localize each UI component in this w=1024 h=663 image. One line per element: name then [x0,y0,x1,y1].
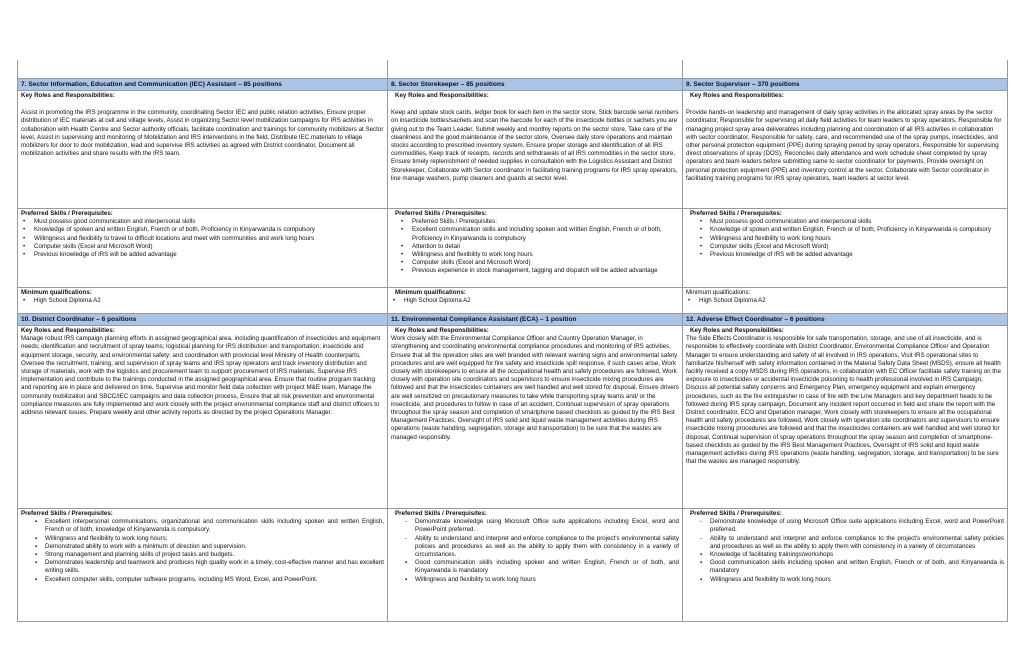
job-table [17,60,1008,622]
list-item: • High School Diploma A2 [23,297,101,305]
skills-cell [683,209,1008,288]
table-header-row [18,314,1008,326]
skills-label: Preferred Skills / Prerequisites: [21,510,113,517]
list-item: • Willingness and flexibility to work long hours [401,251,533,259]
roles-label: Key Roles and Responsibilities: [395,92,489,99]
skills-cell [683,509,1008,622]
skills-list [686,518,1004,584]
list-item: - Demonstrate knowledge using Microsoft Office suite applications including Excel, word and PowerPoint preferred. [405,518,679,534]
skills-label: Preferred Skills / Prerequisites: [690,510,782,517]
min-qualifications-list [686,297,1004,305]
list-item: ▪ Willingness and flexibility to work long hours; [35,534,168,542]
skills-cell [18,509,388,622]
list-item: - Ability to understand and interpret and enforce compliance to the project's environmental safety policies and procedures as well as the ability to apply them with consistency in a variety of circumstances. [405,534,679,559]
skills-list [391,518,679,584]
list-item: • Previous knowledge of IRS will be added advantage [23,251,177,259]
min-qualifications-cell [388,288,683,314]
roles-label: Key Roles and Responsibilities: [690,327,784,334]
roles-cell [388,91,683,209]
skills-label: Preferred Skills / Prerequisites: [690,210,782,217]
skills-cell [18,209,388,288]
list-item: • Computer skills (Excel and Microsoft Word) [401,259,531,267]
min-qualifications-cell [683,288,1008,314]
min-qualifications-list [391,297,679,305]
roles-text: Keep and update stock cards, ledger book for each item in the sector store, Stick barcode serial numbers on insecticide bottles/sachets and scan the barcode for each of the insecticide bottles or sachets you are giving out to the Team Leader, Submit weekly and monthly reports on the sector store, Take care of the cleanliness and the good maintenance of the sector store, Oversee daily store operations and maintain stocks according to prescribed inventory system, Ensure proper storage and identification of all IRS commodities, Keep track of receipts, records and withdrawals of all IRS commodities in the sector store, Ensure timely replenishment of needed supplies in consultation with the Logistics Assistant and District Storekeeper, Collaborate with Sector coordinator in facilitating training programs for IRS spray operators, line manage washers, pump cleaners and guards at sector level. [391,109,679,182]
list-item: ▪ Willingness and flexibility to work long hours [700,575,831,583]
list-item: • Previous experience in stock management, tagging and dispatch will be added advantage [401,267,658,275]
skills-label: Preferred Skills / Prerequisites: [21,210,113,217]
skills-cell [388,209,683,288]
job-descriptions-page [17,60,1007,622]
skills-cell [388,509,683,622]
position-title: 11. Environmental Compliance Assistant (ECA) – 1 position [388,314,683,326]
skills-row [18,509,1008,622]
list-item: ▪ Demonstrates leadership and teamwork and produces high quality work in a timely, cost-effective manner and has excellent writing skills. [35,559,384,575]
roles-text: The Side Effects Coordinator is responsible for safe transportation, storage, and use of all insecticide, and is responsible to effectively coordinate with District Coordinator, Environmental Compliance Officer and Operation Manager to ensure understanding and safety of all involved in IRS operations, Visit IRS operational sites to familiarize his/herself with safety information contained in the Material Safety Data Sheet (MSDS), ensure all health facility received a copy MSDS during IRS operations, in collaboration with EC Officer facilitate safety training on the exposure to insecticides or accidental insecticide poisoning to health professional involved in IRS Campaign, Discuss all potential safety concerns and Emergency Plan, emergency equipment and explain emergency procedures, such as the fire extinguisher in case of fire with the Line Managers and key department heads to be followed during IRS spray campaign, Document any incident report occurred in field and share the report with the District coordinator, ECO and Operation manager, Work closely with storekeepers to ensure all the occupational health and safety procedures are followed, Work closely with operation site coordinators and supervisors to ensure insecticide mixing procedures are followed and that the insecticides containers are well handled and well stored for disposal, Continual supervision of spray operations throughout the spray season and completion of smartphone-based checklists as guided by the IRS Best Management Practices, Oversight of IRS solid and liquid waste management activities during IRS operations (waste handling, segregation, storage, and transportation) to be sure that the wastes are managed responsibly. [686,335,1001,466]
roles-cell [18,91,388,209]
list-item: • Preferred Skills / Prerequisites: [401,218,497,226]
list-item: • Attention to detail [401,242,460,250]
position-title: 9. Sector Supervisor – 370 positions [683,79,1008,91]
list-item: • Computer skills (Excel and Microsoft Word) [23,242,153,250]
list-item: • Willingness and flexibility to work long hours [700,234,831,242]
roles-cell [388,326,683,509]
list-item: ▪ Strong management and planning skills of project tasks and budgets. [35,551,235,559]
table-top-spacer-row [18,60,1008,79]
list-item: - Ability to understand and interpret and enforce compliance to the project's environmental safety policies and procedures as well as the ability to apply them with consistency in a variety of circumstances [700,534,1004,550]
skills-list [21,218,384,259]
table-header-row [18,79,1008,91]
skills-label: Preferred Skills / Prerequisites: [395,210,487,217]
roles-row [18,326,1008,509]
list-item: ▪ Good communication skills including spoken and written English, French or of both, and Kinyarwanda is mandatory [700,559,1004,575]
list-item: ▪ Good communication skills including spoken and written English, French or of both, and Kinyarwanda is mandatory [405,559,679,575]
list-item: - Demonstrate knowledge of using Microsoft Office suite applications including Excel, word and PowerPoint preferred. [700,518,1004,534]
list-item: ▪ Excellent computer skills, computer software programs, including MS Word, Excel, and PowerPoint. [35,575,318,583]
list-item: ▪ Knowledge of facilitating trainings/workshops [700,551,834,559]
roles-text: Assist in promoting the IRS programme in the community, coordinating Sector IEC and public relation activities, Ensure proper distribution of IEC materials at cell and village levels, Assist in organizing Sector level mobilization campaigns for IRS activities in collaboration with Health Centre and Sector authority officials, facilitate coordination and trainings for community mobilizers at Sector level, Assist in supervising and monitoring of Mobilization and IRS interventions in the field, Distribute IEC materials to village mobilizers for door to door mobilization, lead and supervise IRS activities as agreed with District coordinator, Document all mobilization activities and share results with the IRS team. [21,109,384,158]
list-item: • Knowledge of spoken and written English, French or of both, Proficiency in Kinyarwanda is compulsory [23,226,315,234]
roles-cell [18,326,388,509]
skills-list [391,218,679,275]
skills-list [21,518,384,584]
roles-text: Work closely with the Environmental Compliance Officer and Country Operation Manager, in strengthening and coordinating environmental compliance procedures and monitoring of IRS activities, Ensure that all the operation sites are well branded with relevant warning signs and environmental safety procedures and are well equipped for fire safety and insecticide spill response, if such cases arise, Work closely with storekeepers to ensure all the occupational health and safety procedures are followed, Work closely with operation site coordinators and supervisors to ensure insecticide mixing procedures are followed and that the insecticides containers are well handled and well stored for disposal, Ensure drivers are well sensitized on precautionary measures to take while transporting spray teams and/ or the insecticide, and procedures to follow in case of an accident, Continual supervision of spray operations throughout the spray season and completion of smartphone based checklists as guided by the IRS Best Management Practices, Oversight of IRS solid and liquid waste management activities during IRS operations (waste handling, segregation, storage and transportation) to be sure that the wastes are managed responsibly. [391,335,679,441]
position-title: 10. District Coordinator – 6 positions [18,314,388,326]
position-title: 12. Adverse Effect Coordinator – 6 positions [683,314,1008,326]
min-qualifications-label: Minimum qualifications: [21,289,92,296]
min-qualifications-label: Minimum qualifications: [686,289,751,296]
min-qualifications-list [21,297,384,305]
position-title: 8. Sector Storekeeper – 85 positions [388,79,683,91]
skills-list [686,218,1004,259]
min-qualifications-label: Minimum qualifications: [395,289,466,296]
skills-row [18,209,1008,288]
list-item: • Previous knowledge of IRS will be added advantage [700,251,853,259]
roles-text: Manage robust IRS campaign planning efforts in assigned geographical area, including quantification of insecticides and equipment needs; identification and recruitment of spray teams; logistical planning for IRS distribution and transportation; insecticide and equipment storage, security, and environmental safety; and coordination with provincial level Ministry of Health counterparts, Oversee the recruitment, training, and supervision of spray teams and IRS spray operators and track inventory distribution and storage of materials, work with the logistics and procurement team to support procurement of IRS materials, Supervise IRS implementation and contribute to the trainings conducted in the assigned geographical area. Ensure that routine program tracking and reporting are in place and delivered on time, Supervise and monitor field data collection with project M&E team, Manage the community mobilization and SBCC/IEC campaigns and data collection process, Ensure that all risk prevention and environmental compliance measures are fully implemented and work closely with the project environmental compliance staff and district officers to address relevant issues, Prepare weekly and other activity reports as directed by the project Operations Manager. [21,335,381,417]
list-item: • Excellent communication skills and including spoken and written English, French or of both, Proficiency in Kinyarwanda is compulsory [401,226,662,242]
roles-label: Key Roles and Responsibilities: [395,327,489,334]
min-qualifications-row [18,288,1008,314]
skills-label: Preferred Skills / Prerequisites: [395,510,487,517]
list-item: • Must possess good communication and interpersonal skills [700,218,872,226]
list-item: • Must possess good communication and interpersonal skills [23,218,196,226]
roles-label: Key Roles and Responsibilities: [690,92,784,99]
roles-label: Key Roles and Responsibilities: [21,92,115,99]
roles-label: Key Roles and Responsibilities: [21,327,115,334]
list-item: ▪ Willingness and flexibility to work long hours [405,575,536,583]
roles-row [18,91,1008,209]
list-item: • Computer skills (Excel and Microsoft Word) [700,242,829,250]
list-item: • Knowledge of spoken and written English, French or of both, Proficiency in Kinyarwanda is compulsory [700,226,991,234]
min-qualifications-cell [18,288,388,314]
list-item: • Willingness and flexibility to travel to difficult locations and meet with communities and work long hours [23,234,315,242]
roles-text: Provide hands-on leadership and management of daily spray activities in the allocated spray areas by the sector coordinator, Responsible for supervising all daily field activities for team leaders to spray operators, Responsible for managing project spray area deliverables including planning and coordination of all IRS activities in collaboration with sector coordinator, Responsible for safety, care, and recommended use of the spray pumps, insecticides, and other personal protection equipment (PPE) during spraying period by spray operators, Responsible for supervising direct observations of spray (DOS), Reconciles daily attendance and work schedule sheet completed by spray operators and team leaders before submitting same to sector coordinator for payments, Provide oversight on personal protection equipment (PPE) and inventory control at the sector, Collaborate with Sector coordinator in facilitating training programs for IRS spray operators, team leaders at sector level. [686,109,1002,182]
list-item: • High School Diploma A2 [688,297,766,305]
list-item: • High School Diploma A2 [393,297,471,305]
list-item: ▪ Demonstrated ability to work with a minimum of direction and supervision. [35,542,247,550]
list-item: ▪ Excellent interpersonal communications, organizational and communication skills including spoken and written English, French or of both, knowledge of Kinyarwanda is compulsory. [35,518,384,534]
roles-cell [683,326,1008,509]
position-title: 7. Sector Information, Education and Communication (IEC) Assistant – 85 positions [18,79,388,91]
roles-cell [683,91,1008,209]
